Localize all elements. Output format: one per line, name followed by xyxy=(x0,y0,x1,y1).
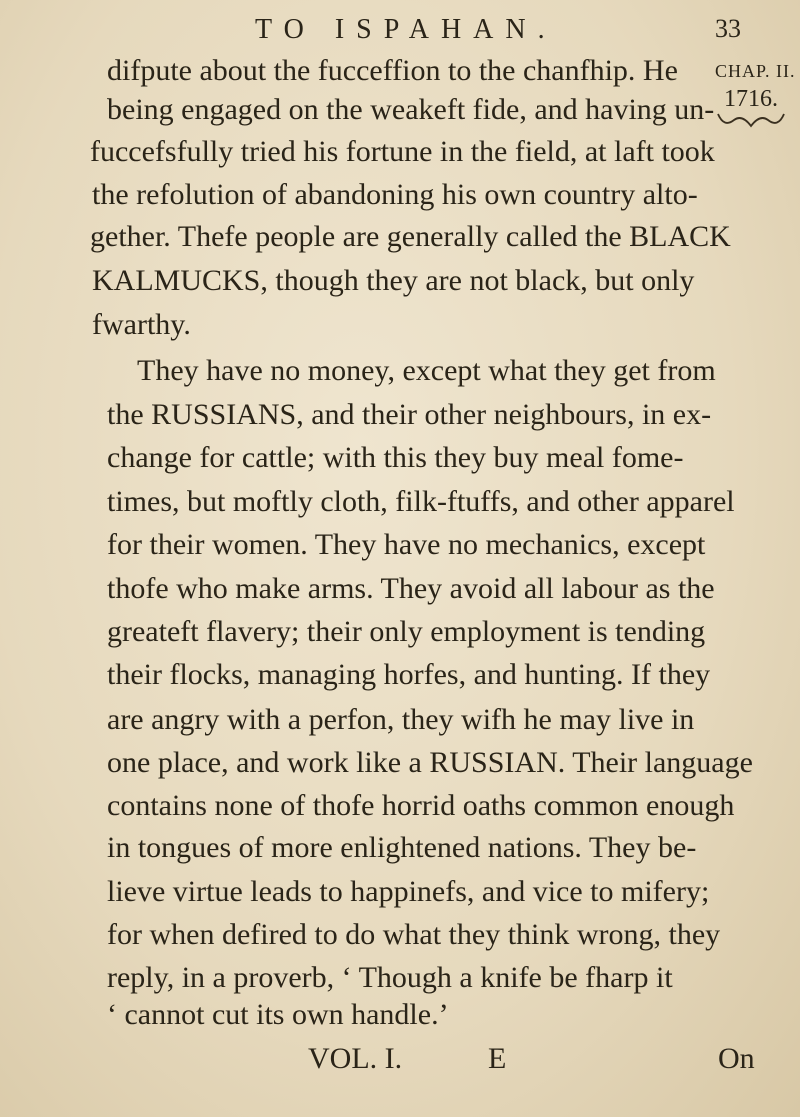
signature-mark: E xyxy=(488,1042,507,1075)
text-line: are angry with a perfon, they wifh he may live in xyxy=(107,703,695,736)
running-header: TO ISPAHAN. xyxy=(255,14,557,45)
volume-label: VOL. I. xyxy=(308,1042,403,1075)
text-line: ‘ cannot cut its own handle.’ xyxy=(107,998,449,1031)
text-line: change for cattle; with this they buy meal fome- xyxy=(107,441,684,474)
margin-year: 1716. xyxy=(724,86,778,112)
page-number: 33 xyxy=(715,14,741,43)
text-line: reply, in a proverb, ‘ Though a knife be fharp it xyxy=(107,961,673,994)
text-line: one place, and work like a RUSSIAN. Their language xyxy=(107,746,753,779)
text-line: times, but moftly cloth, filk-ftuffs, and other apparel xyxy=(107,485,735,518)
margin-chapter: CHAP. II. xyxy=(715,61,796,81)
catchword: On xyxy=(718,1042,755,1075)
text-line: fuccefsfully tried his fortune in the field, at laft took xyxy=(90,135,715,168)
text-line: lieve virtue leads to happinefs, and vice to mifery; xyxy=(107,875,710,908)
text-line: in tongues of more enlightened nations. They be- xyxy=(107,831,697,864)
text-line: greateft flavery; their only employment is tending xyxy=(107,615,706,648)
text-line: contains none of thofe horrid oaths common enough xyxy=(107,789,735,822)
text-line: their flocks, managing horfes, and hunting. If they xyxy=(107,658,711,691)
text-line: thofe who make arms. They avoid all labour as the xyxy=(107,572,715,605)
text-line: They have no money, except what they get from xyxy=(137,354,716,387)
text-line: KALMUCKS, though they are not black, but only xyxy=(92,264,695,297)
text-line: fwarthy. xyxy=(92,308,191,341)
text-line: for their women. They have no mechanics, except xyxy=(107,528,706,561)
text-line: the RUSSIANS, and their other neighbours, in ex- xyxy=(107,398,712,431)
text-line: difpute about the fucceffion to the chanfhip. He xyxy=(107,54,678,87)
text-line: for when defired to do what they think wrong, they xyxy=(107,918,721,951)
text-line: being engaged on the weakeft fide, and having un- xyxy=(107,93,715,126)
text-line: gether. Thefe people are generally called the BLACK xyxy=(90,220,731,253)
text-line: the refolution of abandoning his own country alto- xyxy=(92,178,698,211)
margin-brace xyxy=(716,112,786,130)
